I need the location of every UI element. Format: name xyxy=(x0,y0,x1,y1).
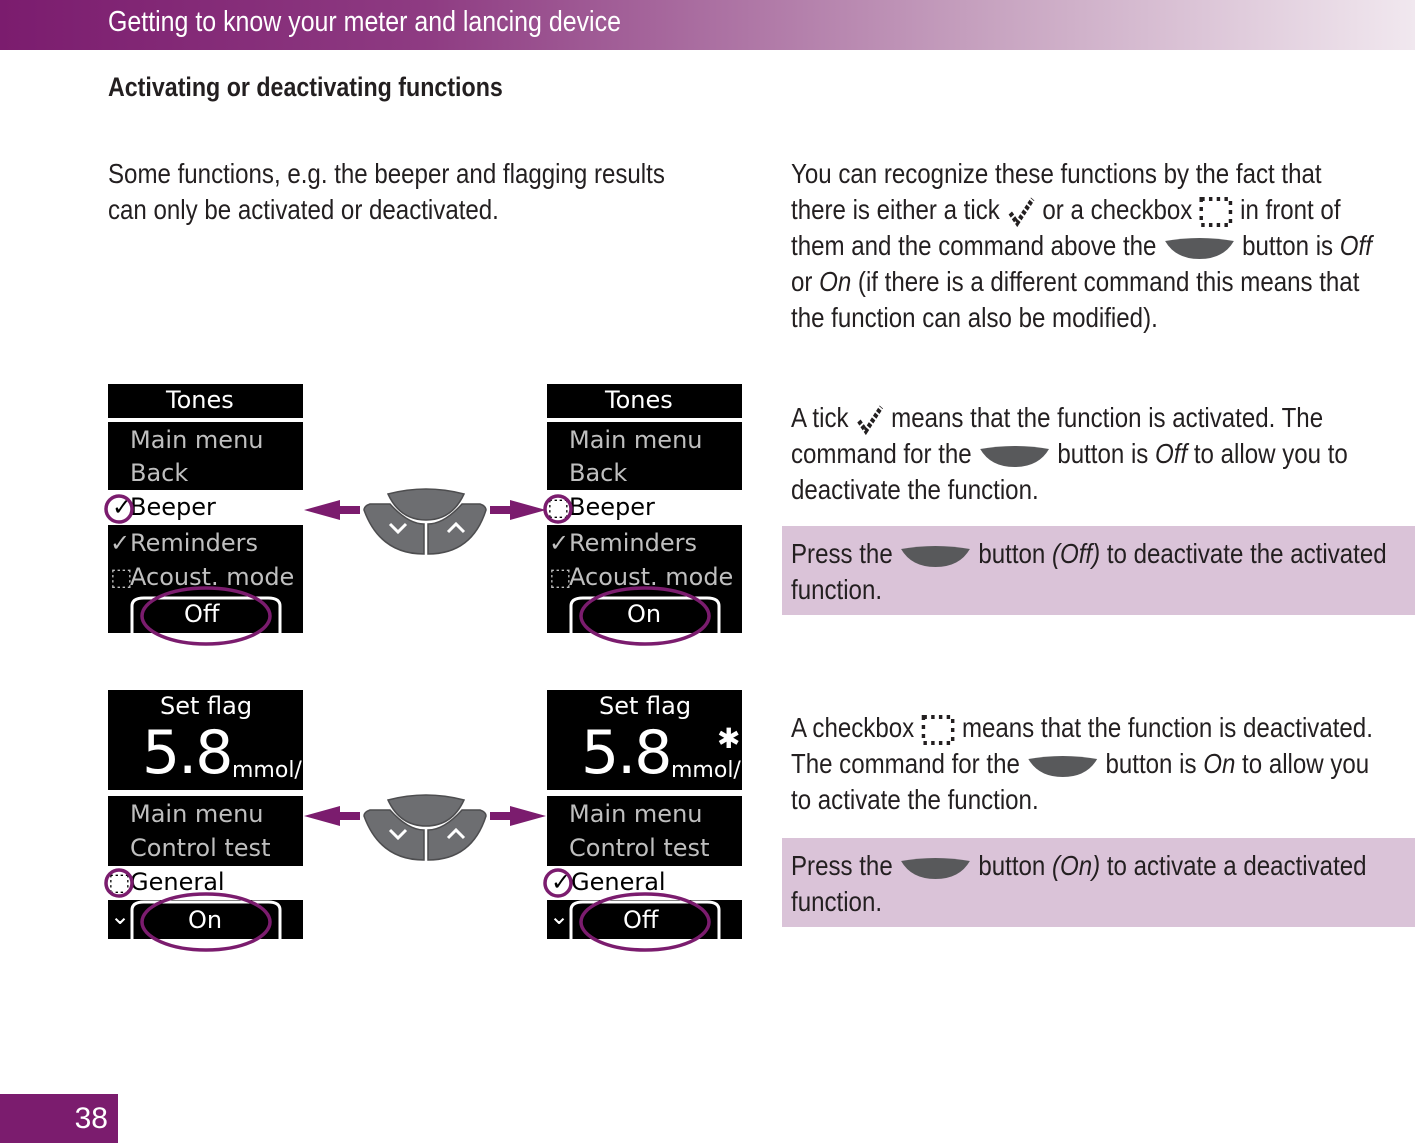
softkey-off-label: Off xyxy=(623,906,659,934)
checkbox-line-1: A checkbox means that the function is deactivated. xyxy=(791,710,1373,746)
button-diagram-bottom xyxy=(300,786,550,866)
menu-item-reminders: Reminders xyxy=(569,529,697,557)
menu-item-beeper: Beeper xyxy=(569,493,655,521)
tick-line-2: command for the button is Off to allow you to xyxy=(791,438,1348,469)
checkbox-icon: ⬚ xyxy=(547,493,570,521)
note-activate-line-2: function. xyxy=(791,886,883,917)
menu-item-back: Back xyxy=(130,459,189,487)
highlight-off-ellipse xyxy=(581,894,709,950)
tick-icon: ✓ xyxy=(549,529,570,557)
checkbox-icon: ⬚ xyxy=(549,563,572,591)
menu-item-control-test: Control test xyxy=(569,834,710,862)
glucose-unit: mmol/l xyxy=(232,758,308,783)
glucose-reading: 5.8 xyxy=(581,718,671,788)
note-activate-line-1: Press the button (On) to activate a deactivated xyxy=(791,850,1367,881)
menu-item-general: General xyxy=(130,868,225,896)
arrow-right-icon xyxy=(490,806,546,826)
highlight-tick-circle xyxy=(545,870,571,896)
chevron-down-icon: ⌄ xyxy=(110,902,131,930)
screen-title: Set flag xyxy=(160,692,253,720)
softkey-on-label: On xyxy=(188,906,223,934)
menu-item-main-menu: Main menu xyxy=(130,426,264,454)
intro-right-line-1: You can recognize these functions by the fact that xyxy=(791,158,1322,189)
button-diagram-top xyxy=(300,480,550,560)
arrow-left-icon xyxy=(304,806,360,826)
page-number-box xyxy=(0,1094,118,1143)
tick-icon: ✓ xyxy=(551,868,572,896)
intro-right-line-5: the function can also be modified). xyxy=(791,302,1158,333)
glucose-unit: mmol/l xyxy=(671,758,747,783)
tick-icon: ✓ xyxy=(110,529,131,557)
page-number: 38 xyxy=(74,1102,108,1135)
arrow-left-icon xyxy=(304,500,360,520)
menu-item-beeper: Beeper xyxy=(130,493,216,521)
tick-line-1: A tick means that the function is activated. The xyxy=(791,402,1324,433)
chevron-down-icon: ⌄ xyxy=(549,902,570,930)
header-title: Getting to know your meter and lancing device xyxy=(108,6,621,38)
intro-left-line-1: Some functions, e.g. the beeper and flagging results xyxy=(108,158,665,189)
note-deactivate-line-1: Press the button (Off) to deactivate the activated xyxy=(791,538,1387,569)
tick-icon: ✓ xyxy=(112,493,133,521)
softkey-on-label: On xyxy=(627,600,662,628)
menu-item-general: General xyxy=(571,868,666,896)
menu-item-main-menu: Main menu xyxy=(569,800,703,828)
menu-item-control-test: Control test xyxy=(130,834,271,862)
highlight-tick-circle xyxy=(106,496,132,522)
highlight-on-ellipse xyxy=(581,588,709,644)
section-title: Activating or deactivating functions xyxy=(108,72,503,102)
screen-title: Tones xyxy=(605,386,673,414)
glucose-reading: 5.8 xyxy=(142,718,232,788)
softkey-off-label: Off xyxy=(184,600,220,628)
menu-item-back: Back xyxy=(569,459,628,487)
menu-item-acoust-mode: Acoust. mode xyxy=(130,563,295,591)
arrow-right-icon xyxy=(490,500,546,520)
tick-line-3: deactivate the function. xyxy=(791,474,1039,505)
highlight-checkbox-circle xyxy=(106,870,132,896)
screen-title: Tones xyxy=(166,386,234,414)
screen-title: Set flag xyxy=(599,692,692,720)
menu-item-reminders: Reminders xyxy=(130,529,258,557)
checkbox-line-3: to activate the function. xyxy=(791,784,1039,815)
intro-right-line-4: or On (if there is a different command this means that xyxy=(791,266,1360,297)
menu-item-acoust-mode: Acoust. mode xyxy=(569,563,734,591)
menu-item-main-menu: Main menu xyxy=(130,800,264,828)
highlight-on-ellipse xyxy=(142,894,270,950)
checkbox-icon: ⬚ xyxy=(108,868,131,896)
flag-icon: ✱ xyxy=(717,722,741,755)
intro-right-line-2: there is either a tick or a checkbox in front of xyxy=(791,192,1372,228)
checkbox-line-2: The command for the button is On to allow you xyxy=(791,748,1370,779)
intro-right-line-3: them and the command above the button is Off xyxy=(791,230,1372,261)
checkbox-icon: ⬚ xyxy=(110,563,133,591)
menu-item-main-menu: Main menu xyxy=(569,426,703,454)
highlight-off-ellipse xyxy=(142,588,270,644)
note-deactivate-line-2: function. xyxy=(791,574,883,605)
intro-left-line-2: can only be activated or deactivated. xyxy=(108,194,499,225)
